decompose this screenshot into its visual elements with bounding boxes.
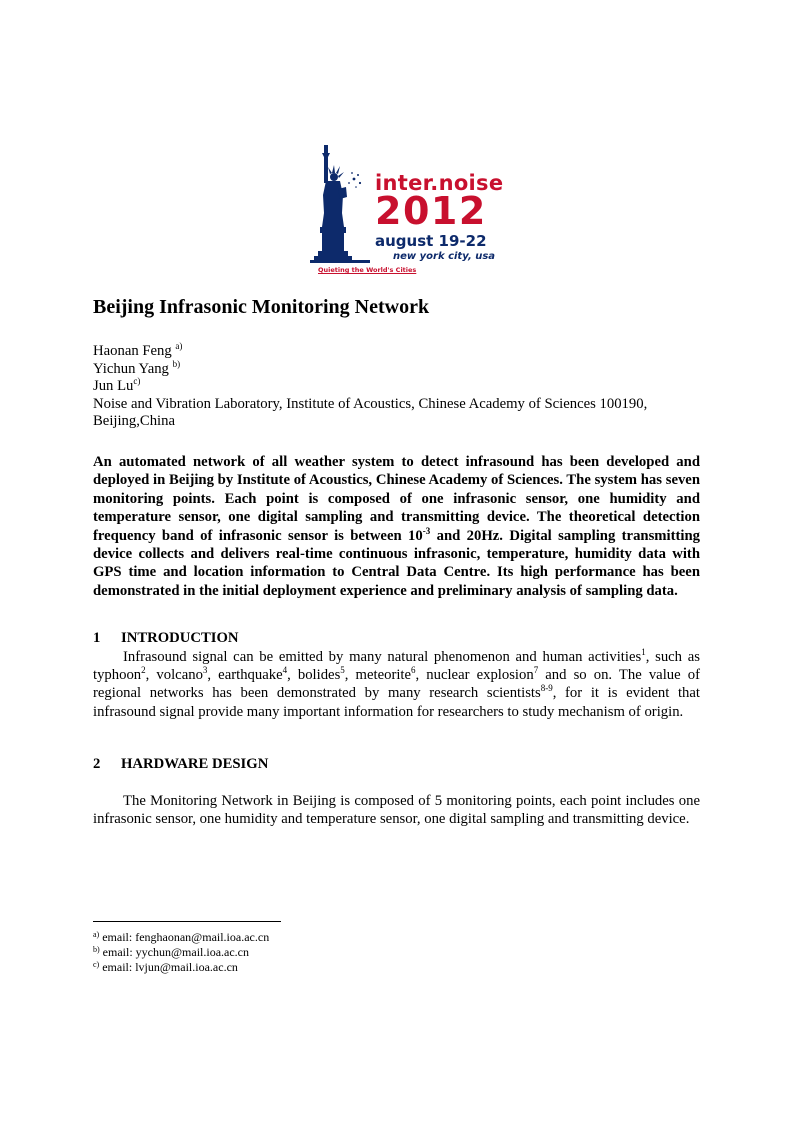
affiliation: Noise and Vibration Laboratory, Institute of Acoustics, Chinese Academy of Sciences 100190, Beijing,China [93, 395, 648, 429]
author-block [93, 343, 700, 431]
footnote: $^{c)}$ email: lvjun@mail.ioa.ac.cn [93, 959, 238, 974]
footnote: $^{a)}$ email: fenghaonan@mail.ioa.ac.cn [93, 930, 270, 944]
author-name: Jun Lu$^{c)}$ [93, 376, 141, 394]
logo-line-1: inter.noise [375, 171, 504, 195]
section-heading-introduction: 1 INTRODUCTION [93, 630, 239, 646]
author-name: Yichun Yang $^{b)}$ [93, 358, 181, 377]
footnote: $^{b)}$ email: yychun@mail.ioa.ac.cn [93, 944, 250, 959]
conference-logo [310, 143, 504, 278]
logo-tagline: Quieting the World's Cities [318, 266, 417, 274]
hardware-paragraph: The Monitoring Network in Beijing is composed of 5 monitoring points, each point includes one infrasonic sensor, one humidity and temperature sensor, one digital sampling and transmitting device. [93, 793, 700, 828]
author-name: Haonan Feng $^{a)}$ [93, 341, 183, 359]
logo-location: new york city, usa [393, 251, 496, 262]
logo-year: 2012 [375, 189, 487, 233]
footnotes [93, 930, 269, 974]
statue-of-liberty-icon [310, 143, 380, 268]
section-heading-hardware-design: 2 HARDWARE DESIGN [93, 756, 269, 772]
abstract: An automated network of all weather system to detect infrasound has been developed and deployed in Beijing by Institute of Acoustics, Chinese Academy of Sciences. The system has seven monitoring points. Each point is composed of one infrasonic sensor, one humidity and temperature sensor, one digital sampling and transmitting device. The theoretical detection frequency band of infrasonic sensor is between $10^{-3}$ and 20Hz. Digital sampling transmitting device collects and delivers real-time continuous infrasonic, temperature, humidity data with GPS time and location information to Central Data Centre. Its high performance has been demonstrated in the initial deployment experience and preliminary analysis of sampling data. [93, 454, 700, 599]
paper-title: Beijing Infrasonic Monitoring Network [93, 296, 430, 318]
footnote-divider [93, 921, 281, 922]
introduction-paragraph: Infrasound signal can be emitted by many natural phenomenon and human activities$^1$, such as typhoon$^2$, volcano$^3$, earthquake$^4$, bolides$^5$, meteorite$^6$, nuclear explosion$^7$ and so on. The value of regional networks has been demonstrated by many research scientists$^{8-9}$, for it is evident that infrasound signal provide many important information for researchers to study mechanism of origin. [93, 647, 700, 720]
logo-dates: august 19-22 [375, 232, 487, 250]
